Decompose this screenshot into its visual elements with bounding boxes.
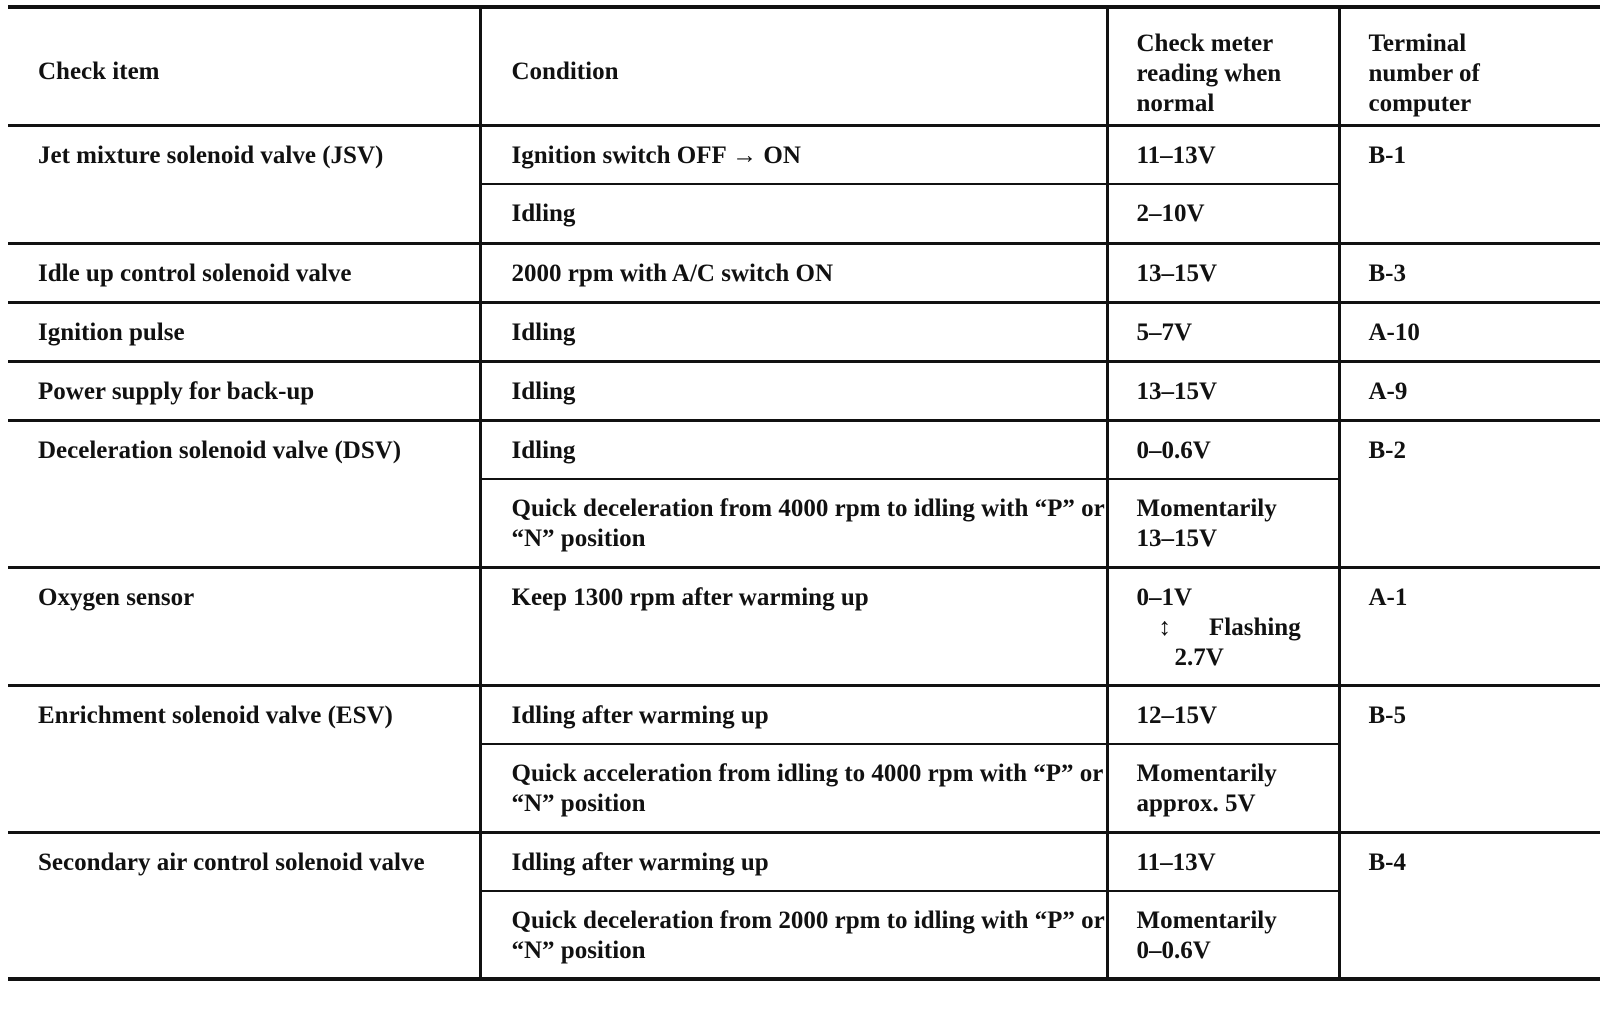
reading-flash: Flashing	[1209, 613, 1301, 641]
terminal-cell: B-1	[1339, 125, 1600, 243]
terminal-cell: B-2	[1339, 420, 1600, 567]
reading-cell: 5–7V	[1107, 302, 1339, 361]
reading-cell	[1107, 567, 1339, 685]
header-reading: Check meter reading when normal	[1107, 7, 1339, 125]
header-condition: Condition	[480, 7, 1107, 125]
table-row	[8, 420, 1600, 479]
check-item-cell: Enrichment solenoid valve (ESV)	[8, 685, 480, 832]
condition-cell: Quick deceleration from 2000 rpm to idling with “P” or “N” position	[480, 891, 1107, 979]
table-row	[8, 125, 1600, 184]
header-row	[8, 7, 1600, 125]
check-item-cell: Jet mixture solenoid valve (JSV)	[8, 125, 480, 243]
inspection-table	[8, 5, 1600, 981]
table-row	[8, 832, 1600, 891]
terminal-cell: A-1	[1339, 567, 1600, 685]
condition-cell: Idling	[480, 302, 1107, 361]
check-item-cell: Deceleration solenoid valve (DSV)	[8, 420, 480, 567]
condition-cell: Idling	[480, 184, 1107, 243]
reading-cell: Momentarily approx. 5V	[1107, 744, 1339, 832]
terminal-cell: B-3	[1339, 243, 1600, 302]
terminal-cell: A-9	[1339, 361, 1600, 420]
inspection-table-page	[8, 5, 1600, 1013]
check-item-cell: Power supply for back-up	[8, 361, 480, 420]
condition-cell: Idling after warming up	[480, 832, 1107, 891]
reading-cell: 13–15V	[1107, 243, 1339, 302]
up-down-arrow-icon: ↕	[1158, 613, 1171, 641]
table-row	[8, 243, 1600, 302]
table-row	[8, 567, 1600, 685]
terminal-cell: B-5	[1339, 685, 1600, 832]
condition-cell: Idling	[480, 361, 1107, 420]
condition-cell: Quick acceleration from idling to 4000 rpm with “P” or “N” position	[480, 744, 1107, 832]
condition-cell: Keep 1300 rpm after warming up	[480, 567, 1107, 685]
condition-cell: Quick deceleration from 4000 rpm to idling with “P” or “N” position	[480, 479, 1107, 567]
reading-cell: Momentarily 13–15V	[1107, 479, 1339, 567]
reading-cell: 2–10V	[1107, 184, 1339, 243]
condition-cell: Idling	[480, 420, 1107, 479]
reading-cell: Momentarily 0–0.6V	[1107, 891, 1339, 979]
header-check-item: Check item	[38, 58, 160, 85]
condition-cell: Idling after warming up	[480, 685, 1107, 744]
check-item-cell: Idle up control solenoid valve	[8, 243, 480, 302]
reading-cell: 11–13V	[1107, 832, 1339, 891]
check-item-cell: Secondary air control solenoid valve	[8, 832, 480, 979]
table-row	[8, 361, 1600, 420]
table-row	[8, 685, 1600, 744]
reading-cell: 0–0.6V	[1107, 420, 1339, 479]
reading-cell: 12–15V	[1107, 685, 1339, 744]
oscillation-line	[1137, 613, 1338, 643]
check-item-cell: Ignition pulse	[8, 302, 480, 361]
reading-low: 0–1V	[1136, 583, 1193, 611]
terminal-cell: B-4	[1339, 832, 1600, 979]
reading-cell: 11–13V	[1107, 125, 1339, 184]
reading-high: 2.7V	[1174, 643, 1224, 671]
header-terminal: Terminal number of computer	[1339, 7, 1600, 125]
terminal-cell: A-10	[1339, 302, 1600, 361]
table-row	[8, 302, 1600, 361]
condition-cell: Ignition switch OFF → ON	[480, 125, 1107, 184]
reading-cell: 13–15V	[1107, 361, 1339, 420]
condition-cell: 2000 rpm with A/C switch ON	[480, 243, 1107, 302]
check-item-cell: Oxygen sensor	[8, 567, 480, 685]
